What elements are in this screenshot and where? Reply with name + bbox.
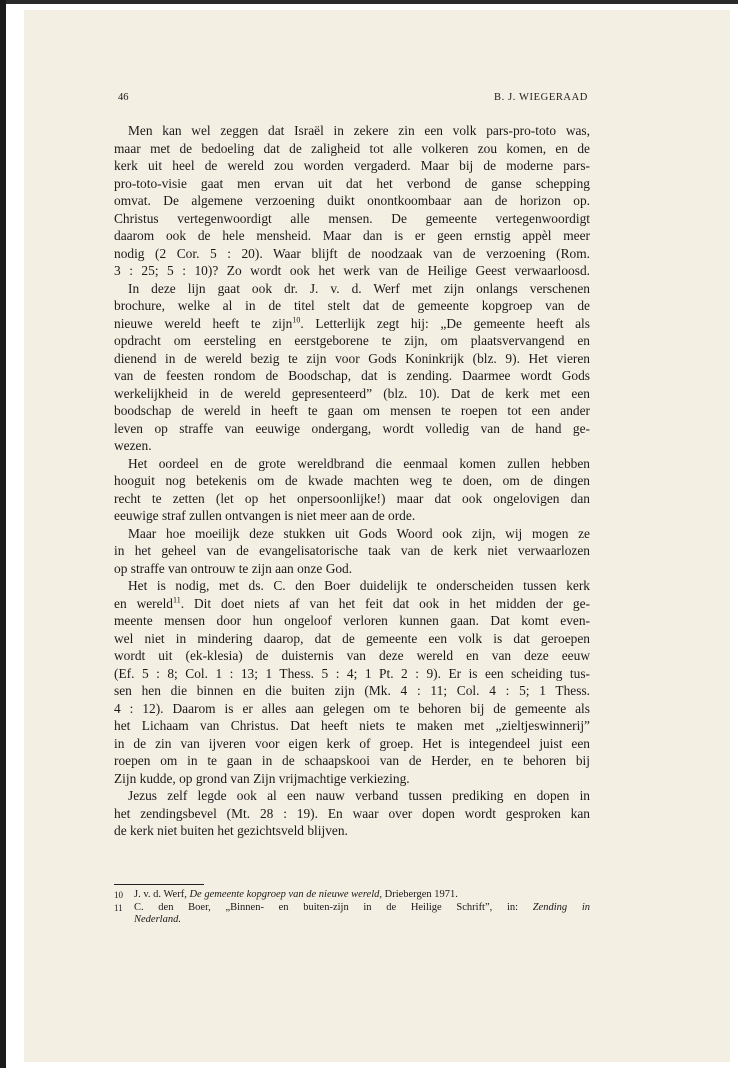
footnote-text bbox=[134, 902, 590, 927]
text-line: brochure, welke al in de titel stelt dat de gemeente kopgroep van de bbox=[114, 298, 590, 313]
text-line: pro-toto-visie gaat men ervan uit dat het verbond de ganse schepping bbox=[114, 175, 590, 191]
page-number: 46 bbox=[118, 92, 129, 103]
footnote-line bbox=[134, 902, 590, 915]
text-line: hooguit nog betekenis om de kwade machten weg te doen, om de dingen bbox=[114, 473, 590, 488]
text-line: het Lichaam van Christus. Dat heeft niets te maken met „zieltjeswinnerij” bbox=[114, 718, 590, 733]
text-line: Maar hoe moeilijk deze stukken uit Gods Woord ook zijn, wij mogen ze bbox=[128, 525, 590, 541]
text-line: Het is nodig, met ds. C. den Boer duidelijk te onderscheiden tussen kerk bbox=[128, 578, 590, 593]
text-line: wel niet in mindering daarop, dat de gemeente een volk is dat geroepen bbox=[114, 630, 590, 646]
text-line: leven op straffe van eeuwige ondergang, wordt volledig van de hand ge- bbox=[114, 420, 590, 436]
text-line: eeuwige straf zullen ontvangen is niet meer aan de orde. bbox=[114, 508, 416, 523]
footnote-text bbox=[134, 889, 590, 902]
text-line: daarom ook de hele mensheid. Maar dan is er geen ernstig appèl meer bbox=[114, 228, 590, 243]
text-line: van de feesten rondom de Boodschap, dat is zending. Daarmee wordt Gods bbox=[114, 368, 590, 383]
text-line: in de zin van ijveren voor eigen kerk of groep. Het is integendeel juist een bbox=[114, 735, 590, 751]
text-line: meente mensen door hun ongeloof verloren kunnen gaan. Dat komt even- bbox=[114, 613, 590, 628]
text-fragment: . Dit doet niets af van het feit dat ook in het midden der ge- bbox=[180, 595, 590, 611]
text-line: wezen. bbox=[114, 438, 152, 453]
text-line: 4 : 12). Daarom is er alles aan gelegen om te behoren bij de gemeente als bbox=[114, 700, 590, 716]
text-line: wordt uit (ek-klesia) de duisternis van deze wereld en van deze eeuw bbox=[114, 648, 590, 663]
footnote-publisher: Driebergen 1971. bbox=[381, 889, 458, 900]
text-line: 3 : 25; 5 : 10)? Zo wordt ook het werk van de Heilige Geest verwaarloosd. bbox=[114, 263, 590, 278]
footnote-line bbox=[134, 914, 590, 927]
text-line: Zijn kudde, op grond van Zijn vrijmachtige verkiezing. bbox=[114, 770, 410, 786]
text-fragment: . Letterlijk zegt hij: „De gemeente heeft als bbox=[300, 315, 590, 331]
text-line: Christus vertegenwoordigt alle mensen. De gemeente vertegenwoordigt bbox=[114, 210, 590, 226]
running-head-author: B. J. WIEGERAAD bbox=[494, 92, 588, 103]
footnote-number: 11 bbox=[114, 902, 123, 913]
text-line: recht te zetten (let op het onpersoonlijke!) maar dat ook ongelovigen dan bbox=[114, 490, 590, 506]
text-line: (Ef. 5 : 8; Col. 1 : 13; 1 Thess. 5 : 4; 1 Pt. 2 : 9). Er is een scheiding tus- bbox=[114, 665, 590, 681]
scan-edge-top bbox=[0, 0, 738, 4]
text-line: In deze lijn gaat ook dr. J. v. d. Werf met zijn onlangs verschenen bbox=[128, 280, 590, 296]
text-line bbox=[114, 595, 590, 613]
footnote-title: De gemeente kopgroep van de nieuwe wereld, bbox=[189, 889, 382, 900]
text-line: boodschap de wereld in heeft te gaan om mensen te roepen tot een ander bbox=[114, 403, 590, 418]
text-line: Het oordeel en de grote wereldbrand die eenmaal komen zullen hebben bbox=[128, 455, 590, 471]
footnote-divider bbox=[114, 884, 204, 885]
text-line: Men kan wel zeggen dat Israël in zekere zin een volk pars-pro-toto was, bbox=[128, 123, 590, 138]
footnote-number: 10 bbox=[114, 890, 123, 900]
footnotes bbox=[114, 889, 590, 927]
text-line: kerk uit heel de wereld zou worden vergaderd. Maar bij de moderne pars- bbox=[114, 158, 590, 173]
footnote-title-cont: Nederland. bbox=[134, 914, 181, 925]
body-text bbox=[114, 122, 590, 840]
text-line: roepen om in te gaan in de schaapskooi van de Herder, en te behoren bij bbox=[114, 753, 590, 768]
text-line: dienend in de wereld bezig te zijn voor Gods Koninkrijk (blz. 9). Het vieren bbox=[114, 350, 590, 366]
running-head bbox=[118, 92, 588, 108]
text-line: maar met de bedoeling dat de zaligheid tot alle volkeren zou komen, en de bbox=[114, 140, 590, 156]
footnote-author: C. den Boer, „Binnen- en buiten-zijn in de Heilige Schrift”, in: bbox=[134, 901, 533, 913]
footnote-ref-10[interactable]: 10 bbox=[292, 315, 301, 325]
text-line: opdracht om eersteling en eerstgeborene te zijn, om plaatsvervangend en bbox=[114, 333, 590, 348]
footnote-line bbox=[134, 889, 590, 902]
text-fragment: en wereld bbox=[114, 595, 173, 611]
text-line: in het geheel van de evangelisatorische taak van de kerk niet verwaarlozen bbox=[114, 543, 590, 558]
text-line: op straffe van ontrouw te zijn aan onze God. bbox=[114, 560, 353, 576]
footnote-title: Zending in bbox=[532, 901, 590, 913]
text-line: de kerk niet buiten het gezichtsveld blijven. bbox=[114, 823, 348, 838]
text-line: omvat. De algemene verzoening duikt onontkoombaar aan de horizon op. bbox=[114, 193, 590, 208]
text-line: Jezus zelf legde ook al een nauw verband tussen prediking en dopen in bbox=[128, 788, 590, 803]
text-line bbox=[114, 315, 590, 333]
text-line: werkelijkheid in de wereld gepresenteerd” (blz. 10). Dat de kerk met een bbox=[114, 385, 590, 401]
text-line: het zendingsbevel (Mt. 28 : 19). En waar over dopen wordt gesproken kan bbox=[114, 805, 590, 821]
text-line: nodig (2 Cor. 5 : 20). Waar blijft de noodzaak van de verzoening (Rom. bbox=[114, 245, 590, 261]
footnote-author: J. v. d. Werf, bbox=[134, 889, 190, 900]
scan-edge-left bbox=[0, 0, 6, 1068]
text-fragment: nieuwe wereld heeft te zijn bbox=[114, 315, 293, 331]
footnote bbox=[114, 902, 590, 927]
footnote bbox=[114, 889, 590, 902]
text-line: sen hen die binnen en die buiten zijn (Mk. 4 : 11; Col. 4 : 5; 1 Thess. bbox=[114, 683, 590, 698]
footnote-ref-11[interactable]: 11 bbox=[173, 595, 181, 605]
